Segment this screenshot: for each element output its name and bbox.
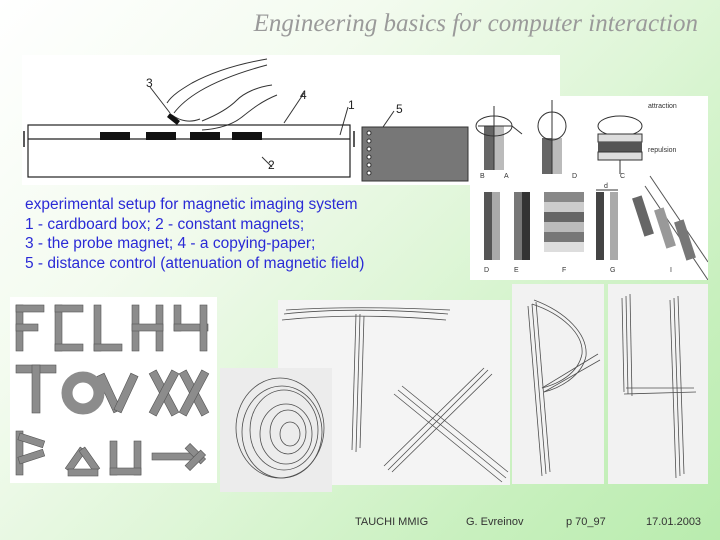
caption-line-2: 1 - cardboard box; 2 - constant magnets;: [25, 215, 305, 233]
label-attraction: attraction: [648, 103, 677, 110]
footer-date: 17.01.2003: [646, 516, 702, 528]
hand-sketch: [167, 59, 277, 130]
label-i: I: [670, 267, 672, 274]
label-f: F: [562, 267, 567, 274]
setup-label-2: 2: [268, 158, 275, 172]
caption-line-1: experimental setup for magnetic imaging system: [25, 196, 358, 213]
setup-caption: [25, 195, 364, 273]
label-a: A: [504, 173, 509, 180]
caption-line-3: 3 - the probe magnet; 4 - a copying-paper;: [25, 235, 316, 252]
field-d: [538, 100, 566, 174]
setup-label-4: 4: [300, 88, 307, 102]
label-e: E: [514, 267, 519, 274]
setup-label-3: 3: [146, 76, 153, 90]
sketch-h-drawing: [608, 284, 708, 484]
setup-label-5: 5: [396, 102, 403, 116]
field-a: [476, 106, 522, 170]
footer-page: p 70_97: [566, 516, 606, 528]
setup-label-1: 1: [348, 98, 355, 112]
distance-control: [362, 127, 468, 181]
slide-title: Engineering basics for computer interaction: [253, 10, 698, 37]
field-diagram-drawing: [470, 96, 708, 280]
cardboard-box: [28, 125, 350, 177]
sketch-letter-h: [608, 284, 708, 484]
letter-shapes-drawing: [10, 297, 217, 483]
label-d-bottom: D: [484, 267, 490, 274]
field-c: [598, 116, 642, 174]
label-c: C: [620, 173, 626, 180]
caption-line-4: 5 - distance control (attenuation of magnetic field): [25, 254, 365, 272]
label-b: B: [480, 173, 485, 180]
letter-shapes-image: [10, 297, 217, 483]
footer-author: G. Evreinov: [466, 516, 524, 528]
field-labels-top: [480, 103, 677, 180]
magnet-patterns: [484, 190, 696, 261]
letter-o-ring: [67, 377, 99, 409]
sketch-o-drawing: [220, 368, 332, 492]
leader-lines: [150, 87, 394, 167]
footer-org: TAUCHI MMIG: [355, 516, 429, 528]
sketch-letter-r: [512, 284, 604, 484]
field-diagram: [470, 96, 708, 280]
label-d: D: [572, 173, 578, 180]
label-g: G: [610, 267, 616, 274]
label-dist: d: [604, 183, 608, 190]
sketch-r-drawing: [512, 284, 604, 484]
sketch-letter-o: [220, 368, 332, 492]
label-repulsion: repulsion: [648, 147, 677, 154]
